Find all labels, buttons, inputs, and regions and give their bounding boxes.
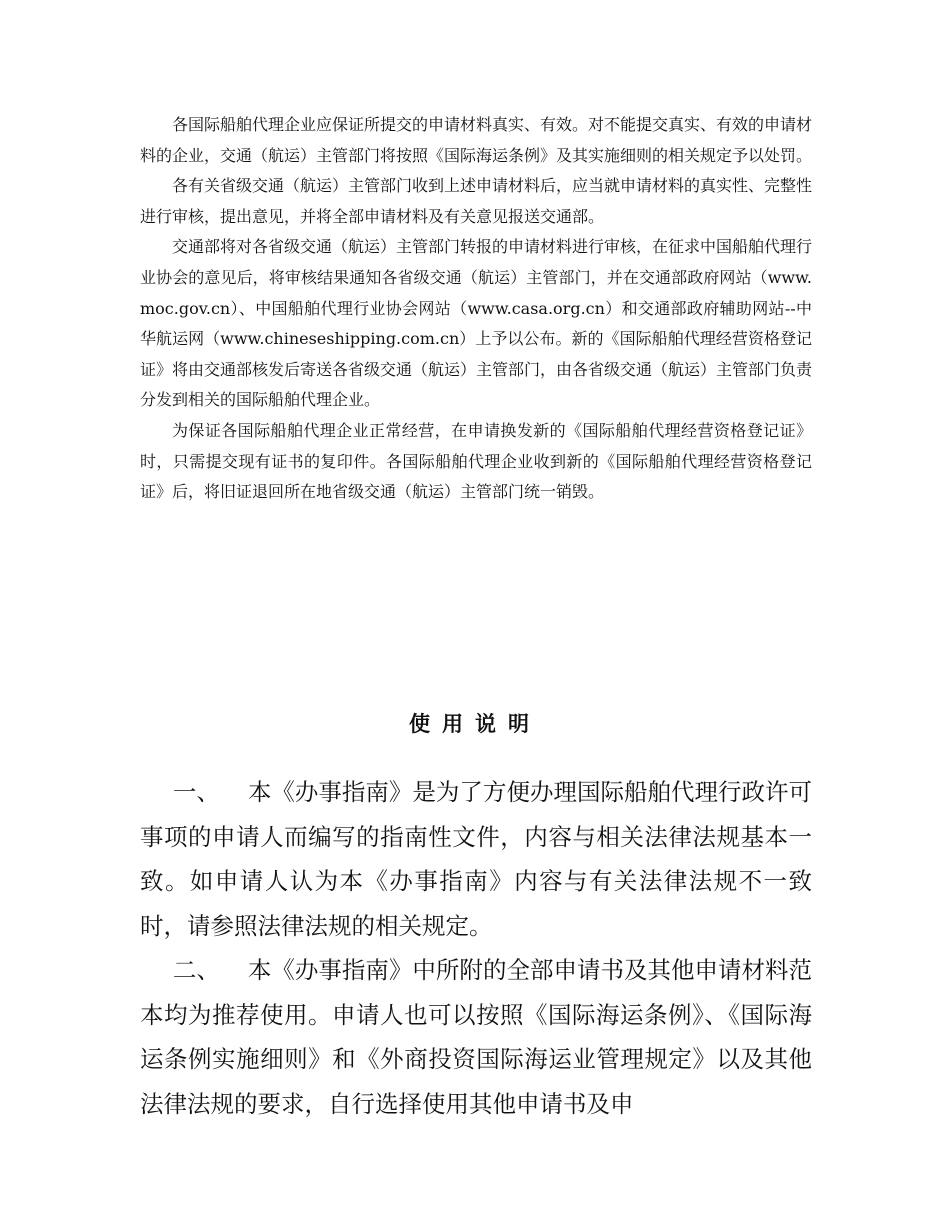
instruction-item [140,770,812,948]
item-number: 一、 [172,778,220,806]
item-number: 二、 [172,956,220,984]
item-text: 本《办事指南》中所附的全部申请书及其他申请材料范本均为推荐使用。申请人也可以按照《国际海运条例》、《国际海运条例实施细则》和《外商投资国际海运业管理规定》以及其他法律法规的要求，自行选择使用其他申请书及申 [140,956,812,1118]
paragraph-ministry-review: 交通部将对各省级交通（航运）主管部门转报的申请材料进行审核，在征求中国船舶代理行业协会的意见后，将审核结果通知各省级交通（航运）主管部门，并在交通部政府网站（www.moc.gov.cn）、中国船舶代理行业协会网站（www.casa.org.cn）和交通部政府辅助网站--中华航运网（www.chineseshipping.com.cn）上予以公布。新的《国际船舶代理经营资格登记证》将由交通部核发后寄送各省级交通（航运）主管部门，由各省级交通（航运）主管部门负责分发到相关的国际船舶代理企业。 [140,237,813,410]
notice-text-block [140,110,812,508]
item-text: 本《办事指南》是为了方便办理国际船舶代理行政许可事项的申请人而编写的指南性文件，内容与相关法律法规基本一致。如申请人认为本《办事指南》内容与有关法律法规不一致时，请参照法律法规的相关规定。 [140,778,812,940]
paragraph-certificate-exchange: 为保证各国际船舶代理企业正常经营，在申请换发新的《国际船舶代理经营资格登记证》时，只需提交现有证书的复印件。各国际船舶代理企业收到新的《国际船舶代理经营资格登记证》后，将旧证退回所在地省级交通（航运）主管部门统一销毁。 [140,420,812,502]
section-title: 使用说明 [409,712,541,736]
paragraph-provincial-review: 各有关省级交通（航运）主管部门收到上述申请材料后，应当就申请材料的真实性、完整性进行审核，提出意见，并将全部申请材料及有关意见报送交通部。 [140,176,813,226]
paragraph-authenticity: 各国际船舶代理企业应保证所提交的申请材料真实、有效。对不能提交真实、有效的申请材料的企业，交通（航运）主管部门将按照《国际海运条例》及其实施细则的相关规定予以处罚。 [140,115,813,165]
instruction-item [140,948,812,1126]
instructions-block [140,770,812,1126]
